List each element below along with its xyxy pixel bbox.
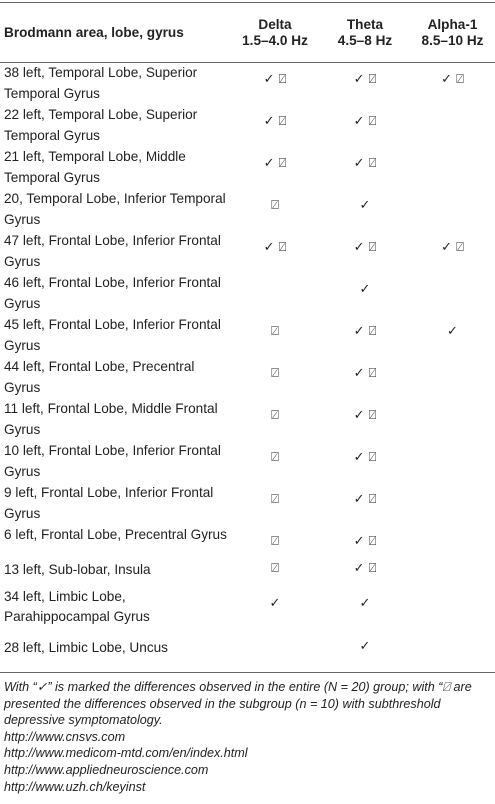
- delta-cell: [230, 356, 320, 398]
- area-label: 6 left, Frontal Lobe, Precentral Gyrus: [4, 527, 227, 542]
- footnote-text: With “✓” is marked the differences observed in the entire (N = 20) group; with “⍁ are presented the differences observed in the subgroup (n = 10) with subthreshold depressive symptomatology.: [4, 680, 472, 728]
- marker-symbols: ✓ ⍁: [353, 450, 377, 465]
- header-delta: [230, 4, 320, 62]
- footnote-link[interactable]: http://www.medicom-mtd.com/en/index.html: [4, 746, 248, 761]
- table-row: [0, 230, 495, 272]
- delta-cell: [230, 440, 320, 482]
- area-label: 13 left, Sub-lobar, Insula: [4, 562, 151, 577]
- table-footnote: [4, 679, 491, 795]
- marker-symbols: ⍁: [271, 198, 279, 213]
- table-row: [0, 482, 495, 524]
- table-row: [0, 628, 495, 664]
- theta-cell: [320, 104, 410, 146]
- table-row: [0, 104, 495, 146]
- theta-cell: [320, 356, 410, 398]
- table-row: [0, 586, 495, 628]
- header-delta-range: 1.5–4.0 Hz: [242, 33, 308, 48]
- top-rule: [0, 2, 495, 3]
- area-cell: [0, 482, 230, 524]
- marker-symbols: ⍁: [271, 561, 279, 576]
- alpha-cell: [410, 524, 495, 550]
- marker-symbols: ✓ ⍁: [353, 492, 377, 507]
- marker-symbols: ✓ ⍁: [353, 408, 377, 423]
- alpha-cell: [410, 550, 495, 586]
- table-row: [0, 272, 495, 314]
- area-cell: [0, 104, 230, 146]
- table-row: [0, 440, 495, 482]
- area-cell: [0, 440, 230, 482]
- header-theta: [320, 4, 410, 62]
- area-label: 9 left, Frontal Lobe, Inferior Frontal Gyrus: [4, 485, 214, 521]
- theta-cell: [320, 272, 410, 314]
- theta-cell: [320, 146, 410, 188]
- theta-cell: [320, 550, 410, 586]
- area-label: 47 left, Frontal Lobe, Inferior Frontal Gyrus: [4, 233, 221, 269]
- delta-cell: [230, 524, 320, 550]
- area-cell: [0, 356, 230, 398]
- marker-symbols: ✓ ⍁: [353, 534, 377, 549]
- marker-symbols: ✓ ⍁: [441, 240, 464, 255]
- alpha-cell: [410, 104, 495, 146]
- theta-cell: [320, 398, 410, 440]
- theta-cell: [320, 314, 410, 356]
- marker-symbols: ✓: [269, 595, 281, 611]
- marker-symbols: ✓: [447, 324, 458, 339]
- marker-symbols: ✓ ⍁: [353, 72, 377, 87]
- alpha-cell: [410, 230, 495, 272]
- table-row: [0, 188, 495, 230]
- header-area: Brodmann area, lobe, gyrus: [4, 25, 184, 40]
- marker-symbols: ⍁: [271, 492, 279, 507]
- marker-symbols: ⍁: [271, 366, 279, 381]
- alpha-cell: [410, 628, 495, 664]
- area-label: 45 left, Frontal Lobe, Inferior Frontal Gyrus: [4, 317, 221, 353]
- table-body: [0, 62, 495, 663]
- delta-cell: [230, 146, 320, 188]
- delta-cell: [230, 230, 320, 272]
- marker-symbols: ⍁: [271, 450, 279, 465]
- table-row: [0, 356, 495, 398]
- alpha-cell: [410, 188, 495, 230]
- theta-cell: [320, 482, 410, 524]
- table-row: [0, 398, 495, 440]
- marker-symbols: ⍁: [271, 408, 279, 423]
- footnote-link[interactable]: http://www.cnsvs.com: [4, 729, 126, 744]
- footnote-link[interactable]: http://www.uzh.ch/keyinst: [4, 779, 146, 794]
- area-label: 11 left, Frontal Lobe, Middle Frontal Gyrus: [4, 401, 218, 437]
- area-cell: [0, 146, 230, 188]
- area-cell: [0, 550, 230, 586]
- area-cell: [0, 272, 230, 314]
- table-row: [0, 314, 495, 356]
- marker-symbols: ✓: [359, 595, 371, 611]
- theta-cell: [320, 188, 410, 230]
- delta-cell: [230, 104, 320, 146]
- alpha-cell: [410, 272, 495, 314]
- footnote-link[interactable]: http://www.appliedneuroscience.com: [4, 762, 209, 777]
- marker-symbols: ✓ ⍁: [353, 240, 377, 255]
- area-cell: [0, 62, 230, 104]
- marker-symbols: ✓ ⍁: [441, 72, 464, 87]
- theta-cell: [320, 586, 410, 628]
- alpha-cell: [410, 440, 495, 482]
- header-row: [0, 4, 495, 62]
- delta-cell: [230, 550, 320, 586]
- area-cell: [0, 524, 230, 550]
- area-label: 28 left, Limbic Lobe, Uncus: [4, 639, 168, 655]
- marker-symbols: ✓ ⍁: [263, 114, 287, 129]
- brodmann-table: [0, 4, 495, 663]
- marker-symbols: ✓: [359, 638, 371, 654]
- theta-cell: [320, 230, 410, 272]
- header-theta-name: Theta: [346, 17, 384, 32]
- delta-cell: [230, 586, 320, 628]
- alpha-cell: [410, 356, 495, 398]
- marker-symbols: ✓ ⍁: [263, 240, 287, 255]
- theta-cell: [320, 524, 410, 550]
- header-alpha: [410, 4, 495, 62]
- area-label: 38 left, Temporal Lobe, Superior Temporal Gyrus: [4, 65, 198, 101]
- marker-symbols: ✓ ⍁: [353, 114, 377, 129]
- area-label: 20, Temporal Lobe, Inferior Temporal Gyrus: [4, 191, 226, 227]
- area-cell: [0, 398, 230, 440]
- marker-symbols: ⍁: [271, 324, 279, 339]
- marker-symbols: ✓ ⍁: [353, 366, 377, 381]
- marker-symbols: ⍁: [271, 534, 279, 549]
- marker-symbols: ✓: [359, 282, 371, 297]
- alpha-cell: [410, 586, 495, 628]
- area-cell: [0, 628, 230, 664]
- table-row: [0, 524, 495, 550]
- delta-cell: [230, 628, 320, 664]
- marker-symbols: ✓: [359, 198, 371, 213]
- header-alpha-name: Alpha-1: [427, 17, 478, 32]
- marker-symbols: ✓ ⍁: [263, 156, 287, 171]
- delta-cell: [230, 188, 320, 230]
- theta-cell: [320, 628, 410, 664]
- theta-cell: [320, 440, 410, 482]
- area-cell: [0, 230, 230, 272]
- marker-symbols: ✓ ⍁: [263, 72, 287, 87]
- area-label: 21 left, Temporal Lobe, Middle Temporal Gyrus: [4, 149, 186, 185]
- marker-symbols: ✓ ⍁: [353, 561, 377, 576]
- table-row: [0, 146, 495, 188]
- alpha-cell: [410, 398, 495, 440]
- marker-symbols: ✓ ⍁: [353, 324, 377, 339]
- area-label: 10 left, Frontal Lobe, Inferior Frontal Gyrus: [4, 443, 221, 479]
- area-label: 44 left, Frontal Lobe, Precentral Gyrus: [4, 359, 195, 395]
- alpha-cell: [410, 62, 495, 104]
- delta-cell: [230, 272, 320, 314]
- delta-cell: [230, 398, 320, 440]
- area-label: 34 left, Limbic Lobe, Parahippocampal Gyrus: [4, 588, 150, 624]
- delta-cell: [230, 62, 320, 104]
- area-cell: [0, 188, 230, 230]
- theta-cell: [320, 62, 410, 104]
- table-row: [0, 550, 495, 586]
- delta-cell: [230, 314, 320, 356]
- header-theta-range: 4.5–8 Hz: [337, 33, 393, 48]
- area-cell: [0, 314, 230, 356]
- alpha-cell: [410, 314, 495, 356]
- delta-cell: [230, 482, 320, 524]
- table-row: [0, 62, 495, 104]
- bottom-rule: [0, 672, 495, 673]
- alpha-cell: [410, 146, 495, 188]
- marker-symbols: ✓ ⍁: [353, 156, 377, 171]
- header-delta-name: Delta: [258, 17, 292, 32]
- area-label: 22 left, Temporal Lobe, Superior Temporal Gyrus: [4, 107, 198, 143]
- area-cell: [0, 586, 230, 628]
- alpha-cell: [410, 482, 495, 524]
- header-alpha-range: 8.5–10 Hz: [421, 33, 484, 48]
- area-label: 46 left, Frontal Lobe, Inferior Frontal Gyrus: [4, 275, 221, 311]
